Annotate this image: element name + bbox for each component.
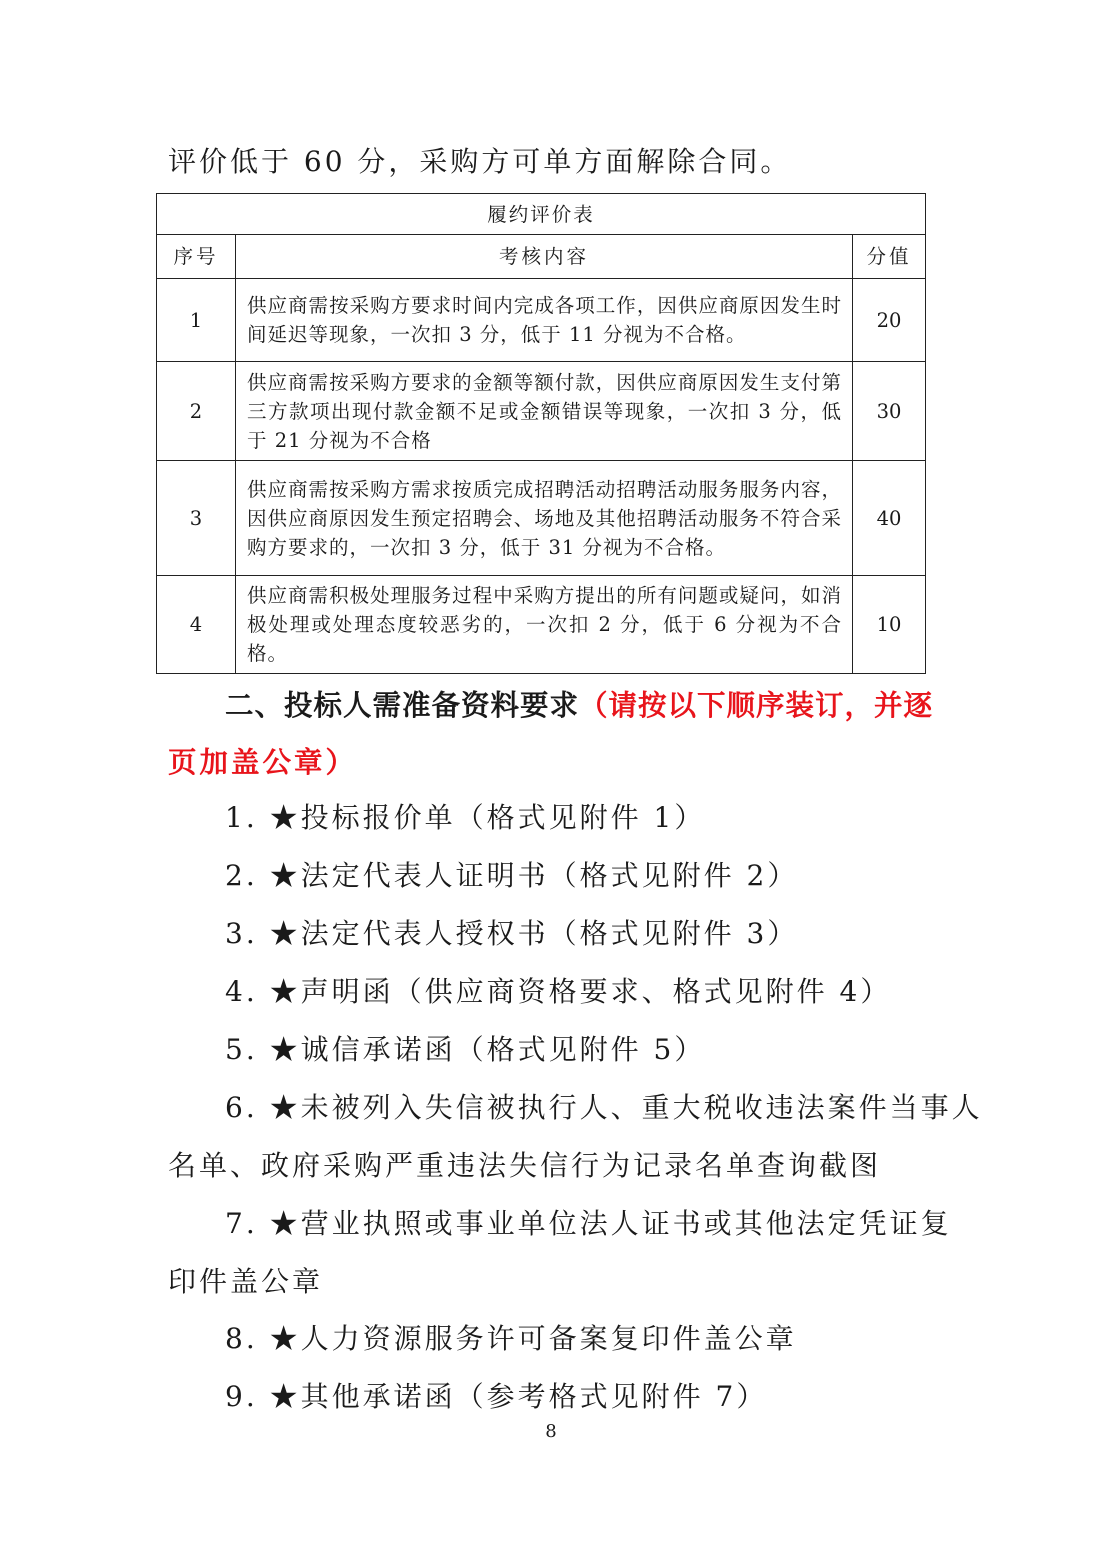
table-row xyxy=(157,362,926,461)
table-row xyxy=(157,576,926,674)
row-score: 20 xyxy=(853,279,926,362)
row-score: 10 xyxy=(853,576,926,674)
list-item: 5. ★诚信承诺函（格式见附件 5） xyxy=(225,1033,706,1066)
row-no: 1 xyxy=(157,279,236,362)
row-no: 2 xyxy=(157,362,236,461)
section-heading xyxy=(225,688,933,722)
list-item: 7. ★营业执照或事业单位法人证书或其他法定凭证复 xyxy=(225,1207,952,1240)
row-content: 供应商需按采购方要求时间内完成各项工作，因供应商原因发生时间延迟等现象，一次扣 3 分，低于 11 分视为不合格。 xyxy=(236,279,853,362)
page-number: 8 xyxy=(545,1421,557,1442)
row-content: 供应商需积极处理服务过程中采购方提出的所有问题或疑问，如消极处理或处理态度较恶劣的，一次扣 2 分，低于 6 分视为不合格。 xyxy=(236,576,853,674)
performance-evaluation-table xyxy=(156,193,926,674)
intro-paragraph: 评价低于 60 分，采购方可单方面解除合同。 xyxy=(168,145,792,178)
list-item: 1. ★投标报价单（格式见附件 1） xyxy=(225,801,706,834)
table-caption-row xyxy=(157,194,926,235)
list-item: 8. ★人力资源服务许可备案复印件盖公章 xyxy=(225,1322,797,1355)
header-no: 序号 xyxy=(157,235,236,279)
list-item: 6. ★未被列入失信被执行人、重大税收违法案件当事人 xyxy=(225,1091,983,1124)
row-content: 供应商需按采购方需求按质完成招聘活动招聘活动服务服务内容，因供应商原因发生预定招聘会、场地及其他招聘活动服务不符合采购方要求的，一次扣 3 分，低于 31 分视为不合格。 xyxy=(236,461,853,576)
table-row xyxy=(157,279,926,362)
list-item: 3. ★法定代表人授权书（格式见附件 3） xyxy=(225,917,799,950)
section-note-continued: 页加盖公章） xyxy=(168,745,358,779)
table-row xyxy=(157,461,926,576)
list-item-continued: 印件盖公章 xyxy=(168,1265,324,1298)
list-item: 9. ★其他承诺函（参考格式见附件 7） xyxy=(225,1380,768,1413)
section-note: （请按以下顺序装订，并逐 xyxy=(579,688,934,722)
table-header-row xyxy=(157,235,926,279)
row-score: 30 xyxy=(853,362,926,461)
list-item: 2. ★法定代表人证明书（格式见附件 2） xyxy=(225,859,799,892)
header-score: 分值 xyxy=(853,235,926,279)
row-no: 4 xyxy=(157,576,236,674)
list-item-continued: 名单、政府采购严重违法失信行为记录名单查询截图 xyxy=(168,1149,882,1182)
list-item: 4. ★声明函（供应商资格要求、格式见附件 4） xyxy=(225,975,892,1008)
row-content: 供应商需按采购方要求的金额等额付款，因供应商原因发生支付第三方款项出现付款金额不足或金额错误等现象，一次扣 3 分，低于 21 分视为不合格 xyxy=(236,362,853,461)
row-no: 3 xyxy=(157,461,236,576)
section-title: 二、投标人需准备资料要求 xyxy=(225,688,580,722)
header-content: 考核内容 xyxy=(236,235,853,279)
table-caption: 履约评价表 xyxy=(157,194,926,235)
row-score: 40 xyxy=(853,461,926,576)
